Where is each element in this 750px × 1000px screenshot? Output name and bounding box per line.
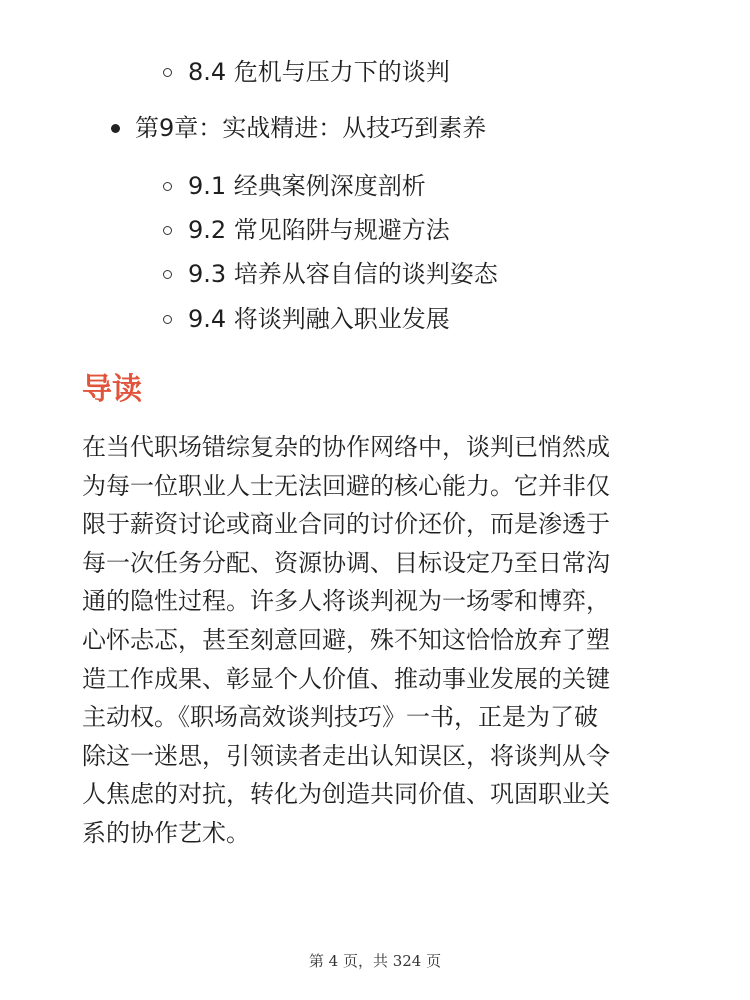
sub-bullet-icon: [163, 270, 172, 279]
toc-subitem-9-4: 9.4 将谈判融入职业发展: [188, 305, 450, 333]
paragraph-line: 每一次任务分配、资源协调、目标设定乃至日常沟: [82, 548, 610, 577]
toc-subitem-9-2: 9.2 常见陷阱与规避方法: [188, 216, 450, 244]
sub-bullet-icon: [163, 226, 172, 235]
paragraph-line: 人焦虑的对抗，转化为创造共同价值、巩固职业关: [82, 780, 610, 809]
sub-bullet-icon: [163, 68, 172, 77]
toc-subitem-9-3: 9.3 培养从容自信的谈判姿态: [188, 260, 498, 288]
page-number-footer: 第 4 页，共 324 页: [308, 952, 442, 970]
paragraph-line: 通的隐性过程。许多人将谈判视为一场零和博弈，: [82, 587, 610, 616]
paragraph-line: 心怀忐忑，甚至刻意回避，殊不知这恰恰放弃了塑: [82, 625, 610, 654]
paragraph-line: 为每一位职业人士无法回避的核心能力。它并非仅: [82, 471, 610, 500]
paragraph-line: 造工作成果、彰显个人价值、推动事业发展的关键: [82, 664, 610, 693]
paragraph-line: 除这一迷思，引领读者走出认知误区，将谈判从令: [82, 741, 610, 770]
section-heading: 导读: [82, 372, 142, 407]
toc-chapter-9: 第9章：实战精进：从技巧到素养: [135, 114, 487, 142]
paragraph-line: 主动权。《职场高效谈判技巧》一书，正是为了破: [82, 703, 598, 732]
paragraph-line: 在当代职场错综复杂的协作网络中，谈判已悄然成: [82, 433, 610, 461]
paragraph-line: 限于薪资讨论或商业合同的讨价还价，而是渗透于: [82, 510, 610, 539]
toc-subitem-9-1: 9.1 经典案例深度剖析: [188, 172, 426, 200]
intro-paragraph: [82, 428, 672, 853]
chapter-bullet-icon: [111, 124, 120, 133]
sub-bullet-icon: [163, 315, 172, 324]
paragraph-line: 系的协作艺术。: [82, 818, 250, 847]
sub-bullet-icon: [163, 182, 172, 191]
toc-subitem-8-4: 8.4 危机与压力下的谈判: [188, 58, 450, 86]
